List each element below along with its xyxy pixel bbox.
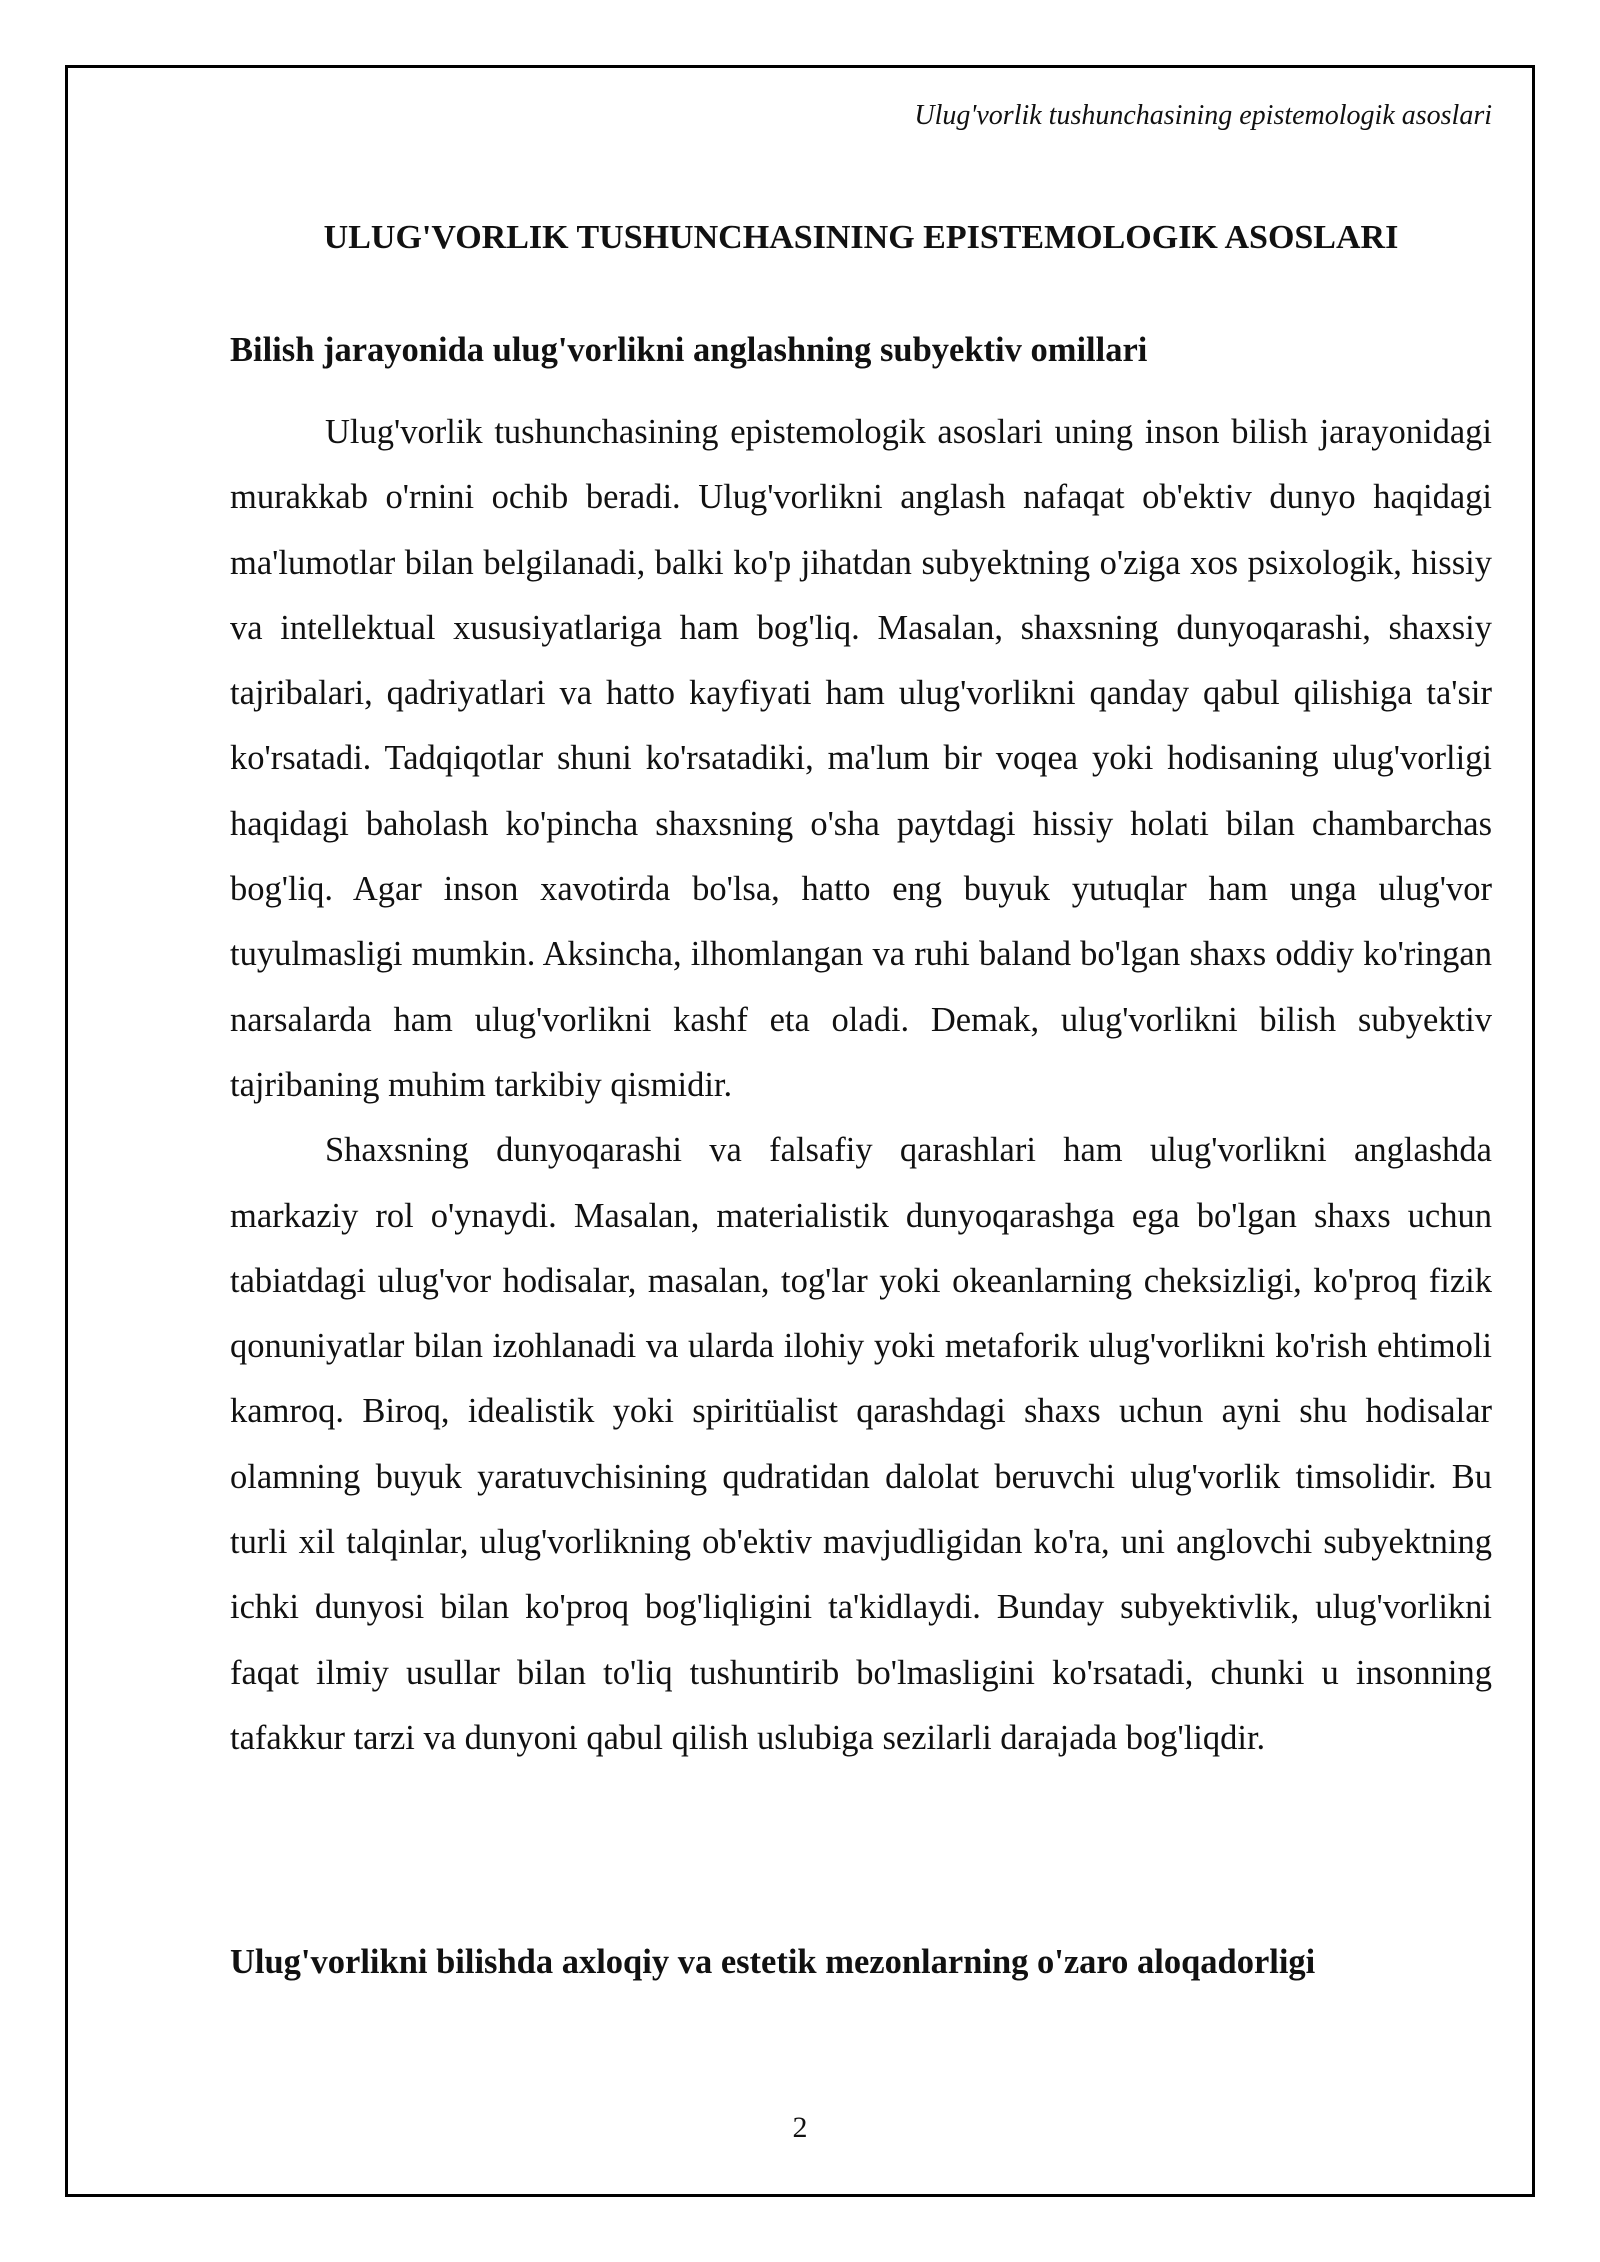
document-title: ULUG'VORLIK TUSHUNCHASINING EPISTEMOLOGIK ASOSLARI <box>323 219 1399 256</box>
paragraph-2: Shaxsning dunyoqarashi va falsafiy qarashlari ham ulug'vorlikni anglashda markaziy rol o'ynaydi. Masalan, materialistik dunyoqarashga ega bo'lgan shaxs uchun tabiatdagi ulug'vor hodisalar, masalan, tog'lar yoki okeanlarning cheksizligi, ko'proq fizik qonuniyatlar bilan izohlanadi va ularda ilohiy yoki metaforik ulug'vorlikni ko'rish ehtimoli kamroq. Biroq, idealistik yoki spiritüalist qarashdagi shaxs uchun ayni shu hodisalar olamning buyuk yaratuvchisining qudratidan dalolat beruvchi ulug'vorlik timsolidir. Bu turli xil talqinlar, ulug'vorlikning ob'ektiv mavjudligidan ko'ra, uni anglovchi subyektning ichki dunyosi bilan ko'proq bog'liqligini ta'kidlaydi. Bunday subyektivlik, ulug'vorlikni faqat ilmiy usullar bilan to'liq tushuntirib bo'lmasligini ko'rsatadi, chunki u insonning tafakkur tarzi va dunyoni qabul qilish uslubiga sezilarli darajada bog'liqdir. <box>230 1131 1492 1757</box>
running-header: Ulug'vorlik tushunchasining epistemologik asoslari <box>914 100 1492 131</box>
paragraph-1: Ulug'vorlik tushunchasining epistemologik asoslari uning inson bilish jarayonidagi murakkab o'rnini ochib beradi. Ulug'vorlikni anglash nafaqat ob'ektiv dunyo haqidagi ma'lumotlar bilan belgilanadi, balki ko'p jihatdan subyektning o'ziga xos psixologik, hissiy va intellektual xususiyatlariga ham bog'liq. Masalan, shaxsning dunyoqarashi, shaxsiy tajribalari, qadriyatlari va hatto kayfiyati ham ulug'vorlikni qanday qabul qilishiga ta'sir ko'rsatadi. Tadqiqotlar shuni ko'rsatadiki, ma'lum bir voqea yoki hodisaning ulug'vorligi haqidagi baholash ko'pincha shaxsning o'sha paytdagi hissiy holati bilan chambarchas bog'liq. Agar inson xavotirda bo'lsa, hatto eng buyuk yutuqlar ham unga ulug'vor tuyulmasligi mumkin. Aksincha, ilhomlangan va ruhi baland bo'lgan shaxs oddiy ko'ringan narsalarda ham ulug'vorlikni kashf eta oladi. Demak, ulug'vorlikni bilish subyektiv tajribaning muhim tarkibiy qismidir. <box>230 413 1492 1104</box>
section-heading-2: Ulug'vorlikni bilishda axloqiy va estetik mezonlarning o'zaro aloqadorligi <box>230 1943 1316 1981</box>
page-number: 2 <box>792 2111 808 2144</box>
section-heading-1: Bilish jarayonida ulug'vorlikni anglashning subyektiv omillari <box>230 331 1148 369</box>
section-body-1 <box>230 400 1492 1771</box>
